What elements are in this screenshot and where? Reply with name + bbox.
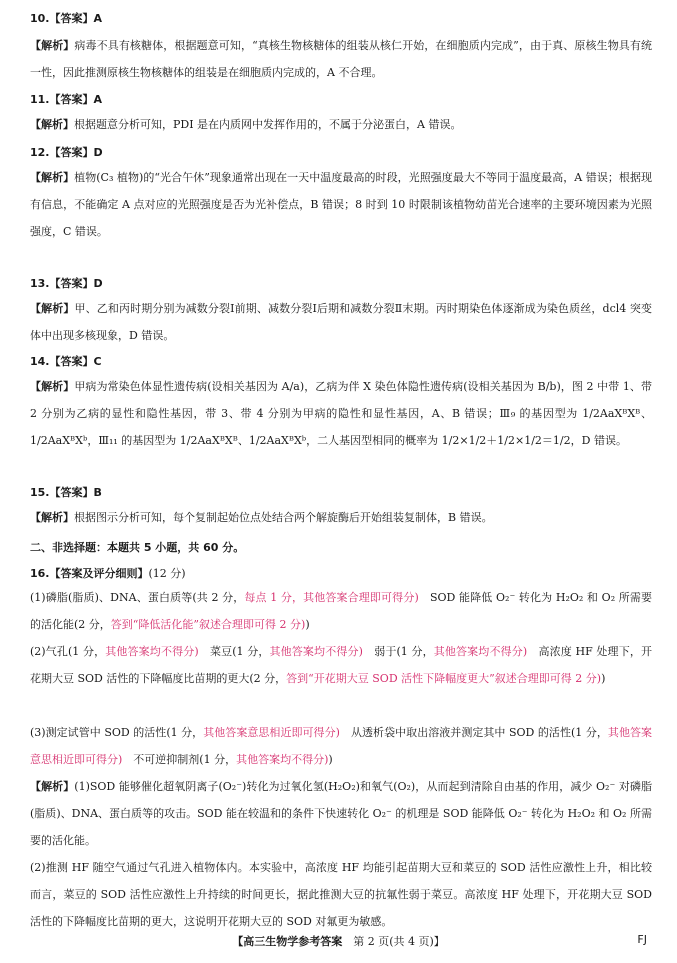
q11-explanation: 【解析】根据题意分析可知，PDI 是在内质网中发挥作用的，不属于分泌蛋白，A 错误。: [30, 118, 462, 131]
q14-explanation: 【解析】甲病为常染色体显性遗传病(设相关基因为 A/a)，乙病为伴 X 染色体隐性遗传病(设相关基因为 B/b)，图 2 中带 1、带 2 分别为乙病的显性和隐性基因，带 3、带 4 分别为甲病的隐性和显性基因，A、B 错误；Ⅲ₉ 的基因型为 1/2AaXᴮXᴮ、1/2AaXᴮXᵇ，Ⅲ₁₁ 的基因型为 1/2AaXᴮXᴮ、1/2AaXᴮXᵇ，二人基因型相同的概率为 1/2×1/2＋1/2×1/2＝1/2，D 错误。: [30, 380, 652, 447]
q13-explanation: 【解析】甲、乙和丙时期分别为减数分裂Ⅰ前期、减数分裂Ⅰ后期和减数分裂Ⅱ末期。丙时期染色体逐渐成为染色质丝，dcl4 突变体中出现多核现象，D 错误。: [30, 302, 652, 342]
q12-explanation: 【解析】植物(C₃ 植物)的“光合午休”现象通常出现在一天中温度最高的时段，光照强度最大不等同于温度最高，A 错误；根据现有信息，不能确定 A 点对应的光照强度是否为光补偿点，B 错误；8 时到 10 时限制该植物幼苗光合速率的主要环境因素为光照强度，C 错误。: [30, 171, 652, 238]
q15-answer: 15.【答案】B: [30, 486, 102, 499]
q10-explanation: 【解析】病毒不具有核糖体，根据题意可知，“真核生物核糖体的组装从核仁开始，在细胞质内完成”，由于真、原核生物具有统一性，因此推测原核生物核糖体的组装是在细胞质内完成的，A 不合理。: [30, 39, 653, 79]
q16-part1: (1)磷脂(脂质)、DNA、蛋白质等(共 2 分，每点 1 分，其他答案合理即可得分) SOD 能降低 O₂⁻ 转化为 H₂O₂ 和 O₂ 所需要的活化能(2 分，答到“降低活化能”叙述合理即可得 2 分)): [30, 591, 652, 631]
q10-answer: 10.【答案】A: [30, 12, 102, 25]
footer-title: 【高三生物学参考答案: [232, 935, 343, 948]
q16-explanation-1: 【解析】(1)SOD 能够催化超氧阴离子(O₂⁻)转化为过氧化氢(H₂O₂)和氧气(O₂)，从而起到清除自由基的作用，减少 O₂⁻ 对磷脂(脂质)、DNA、蛋白质等的攻击。SOD 能在较温和的条件下快速转化 O₂⁻ 的机理是 SOD 能降低 O₂⁻ 转化为 H₂O₂ 和 O₂ 所需要的活化能。: [30, 780, 652, 847]
q11-answer: 11.【答案】A: [30, 93, 102, 106]
footer-code: FJ: [637, 933, 647, 946]
q16-explanation-2: (2)推测 HF 随空气通过气孔进入植物体内。本实验中，高浓度 HF 均能引起苗期大豆和菜豆的 SOD 活性应激性上升，相比较而言，菜豆的 SOD 活性应激性上升持续的时间更长，据此推测大豆的抗氟性弱于菜豆。高浓度 HF 处理下，开花期大豆 SOD 活性的下降幅度比苗期的更大，这说明开花期大豆的 SOD 对氟更为敏感。: [30, 861, 652, 928]
q13-answer: 13.【答案】D: [30, 277, 103, 290]
q12-answer: 12.【答案】D: [30, 146, 103, 159]
q16-part3: (3)测定试管中 SOD 的活性(1 分，其他答案意思相近即可得分) 从透析袋中取出溶液并测定其中 SOD 的活性(1 分，其他答案意思相近即可得分) 不可逆抑制剂(1 分，其他答案均不得分)): [30, 726, 653, 766]
q15-explanation: 【解析】根据图示分析可知，每个复制起始位点处结合两个解旋酶后开始组装复制体，B 错误。: [30, 511, 493, 524]
footer-page-number: 第 2 页(共 4 页)】: [342, 935, 445, 948]
q14-answer: 14.【答案】C: [30, 355, 102, 368]
section-heading: 二、非选择题：本题共 5 小题，共 60 分。: [30, 541, 245, 554]
q16-part2: (2)气孔(1 分，其他答案均不得分) 菜豆(1 分，其他答案均不得分) 弱于(1 分，其他答案均不得分) 高浓度 HF 处理下，开花期大豆 SOD 活性的下降幅度比苗期的更大(2 分，答到“开花期大豆 SOD 活性下降幅度更大”叙述合理即可得 2 分)): [30, 645, 652, 685]
q16-answer: 16.【答案及评分细则】(12 分): [30, 567, 186, 580]
